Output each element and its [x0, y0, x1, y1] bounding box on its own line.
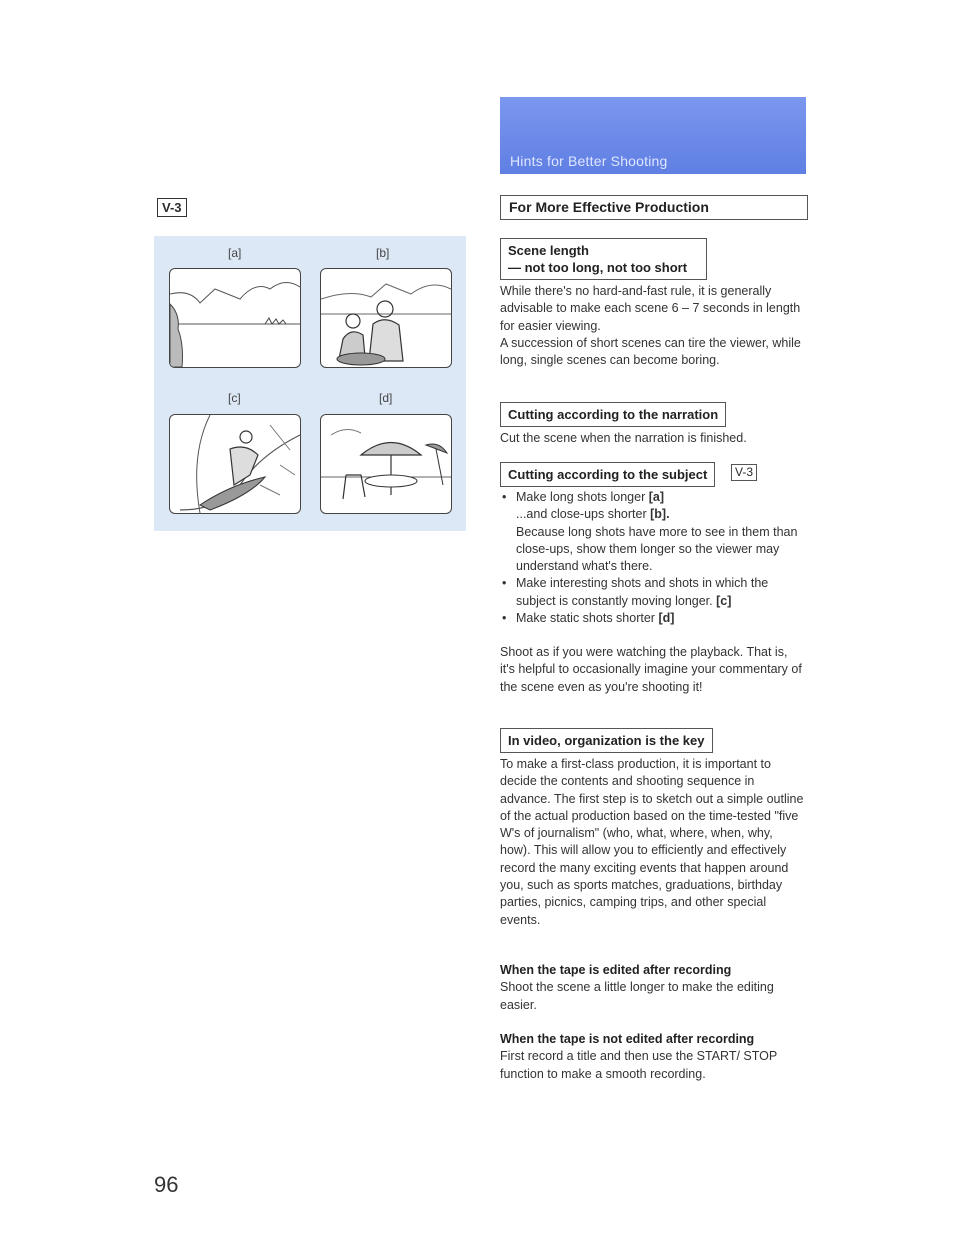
narration-heading: Cutting according to the narration: [500, 402, 726, 427]
edited-heading: When the tape is edited after recording: [500, 963, 732, 977]
playback-tip: Shoot as if you were watching the playback. That is, it's helpful to occasionally imagine your commentary of the scene even as you're shooting it!: [500, 645, 802, 694]
illustration-c-moving-subject: [169, 414, 301, 514]
not-edited-body: First record a title and then use the START/ STOP function to make a smooth recording.: [500, 1049, 777, 1081]
scene-length-heading: [500, 238, 707, 280]
narration-body: Cut the scene when the narration is finished.: [500, 431, 747, 445]
scene-length-body-2: A succession of short scenes can tire the viewer, while long, single scenes can become boring.: [500, 335, 801, 368]
bullet-moving-shots: [500, 575, 800, 610]
figure-label-a: [a]: [228, 246, 242, 260]
figure-label-d: [d]: [379, 391, 393, 405]
bullet-long-shots-explain: Because long shots have more to see in them than close-ups, show them longer so the viewer may understand what's there.: [516, 524, 798, 574]
bullet-static-shots-text: Make static shots shorter: [516, 611, 655, 626]
illustration-b-close-up: [320, 268, 452, 368]
subject-heading: Cutting according to the subject: [500, 462, 715, 487]
bullet-static-shots: [500, 610, 800, 627]
bullet-close-ups: [516, 506, 800, 523]
not-edited-section: [500, 1031, 804, 1083]
surfer-illustration: [170, 415, 300, 513]
illustration-d-static-shot: [320, 414, 452, 514]
main-heading: For More Effective Production: [500, 195, 808, 220]
illustration-a-long-shot: [169, 268, 301, 368]
subject-bullet-list: [500, 489, 800, 627]
bullet-static-shots-ref: [d]: [658, 611, 675, 626]
scene-length-body-1: While there's no hard-and-fast rule, it is generally advisable to make each scene 6 – 7 seconds in length for easier viewing.: [500, 284, 801, 333]
beach-umbrella-illustration: [321, 415, 451, 513]
scene-length-title: Scene length: [508, 243, 589, 258]
bullet-long-shots-text: Make long shots longer: [516, 490, 646, 504]
scene-length-body: [500, 283, 804, 369]
bullet-long-shots-ref: [a]: [648, 490, 665, 504]
figure-label-b: [b]: [376, 246, 390, 260]
scene-length-subtitle: — not too long, not too short: [508, 260, 688, 275]
figure-label-c: [c]: [228, 391, 241, 405]
bullet-moving-shots-ref: [c]: [716, 593, 732, 608]
illustration-panel: [154, 236, 466, 531]
subject-figure-tag: V-3: [731, 464, 757, 481]
figure-tag: V-3: [157, 198, 187, 217]
edited-section: [500, 962, 804, 1014]
bullet-moving-shots-text: Make interesting shots and shots in which the subject is constantly moving longer.: [516, 576, 769, 608]
edited-body: Shoot the scene a little longer to make the editing easier.: [500, 980, 774, 1012]
organization-body: To make a first-class production, it is important to decide the contents and shooting sequence in advance. The first step is to sketch out a simple outline of the actual production based on the time-tested "five W's of journalism" (who, what, where, when, why, how). This will allow you to efficiently and effectively record the many exciting events that happen around you, such as sports matches, graduations, birthday parties, picnics, camping trips, and other special events.: [500, 757, 804, 927]
not-edited-heading: When the tape is not edited after recording: [500, 1032, 755, 1046]
organization-heading: In video, organization is the key: [500, 728, 713, 753]
people-illustration: [321, 269, 451, 367]
header-title: Hints for Better Shooting: [510, 153, 668, 169]
bullet-close-ups-text: ...and close-ups shorter: [516, 507, 647, 522]
page-number: 96: [154, 1172, 179, 1197]
bullet-close-ups-ref: [b].: [650, 507, 670, 522]
landscape-illustration: [170, 269, 300, 367]
bullet-long-shots: [500, 489, 800, 575]
